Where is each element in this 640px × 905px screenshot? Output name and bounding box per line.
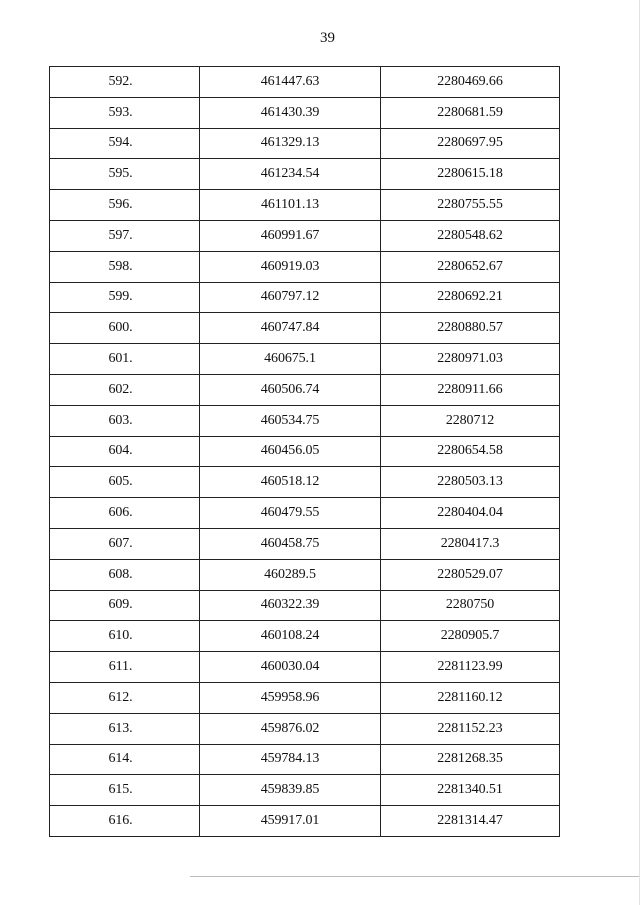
table-row	[50, 128, 560, 159]
row-number-cell: 603.	[50, 405, 200, 436]
row-number-cell: 598.	[50, 251, 200, 282]
row-number-cell: 614.	[50, 744, 200, 775]
y-coordinate-cell: 2281123.99	[381, 652, 560, 683]
row-number-cell: 594.	[50, 128, 200, 159]
x-coordinate-cell: 459917.01	[200, 806, 381, 837]
table-row	[50, 528, 560, 559]
row-number-cell: 607.	[50, 528, 200, 559]
coordinates-table-body	[50, 67, 560, 837]
y-coordinate-cell: 2280905.7	[381, 621, 560, 652]
bottom-rule	[190, 876, 640, 877]
x-coordinate-cell: 461430.39	[200, 97, 381, 128]
x-coordinate-cell: 460458.75	[200, 528, 381, 559]
table-row	[50, 806, 560, 837]
x-coordinate-cell: 461329.13	[200, 128, 381, 159]
table-row	[50, 190, 560, 221]
x-coordinate-cell: 460675.1	[200, 344, 381, 375]
row-number-cell: 616.	[50, 806, 200, 837]
y-coordinate-cell: 2280529.07	[381, 559, 560, 590]
table-row	[50, 220, 560, 251]
y-coordinate-cell: 2281340.51	[381, 775, 560, 806]
y-coordinate-cell: 2280503.13	[381, 467, 560, 498]
table-row	[50, 436, 560, 467]
y-coordinate-cell: 2280469.66	[381, 67, 560, 98]
table-row	[50, 713, 560, 744]
x-coordinate-cell: 459958.96	[200, 682, 381, 713]
row-number-cell: 602.	[50, 374, 200, 405]
y-coordinate-cell: 2281268.35	[381, 744, 560, 775]
table-row	[50, 159, 560, 190]
y-coordinate-cell: 2280615.18	[381, 159, 560, 190]
y-coordinate-cell: 2280692.21	[381, 282, 560, 313]
table-row	[50, 67, 560, 98]
row-number-cell: 596.	[50, 190, 200, 221]
y-coordinate-cell: 2280750	[381, 590, 560, 621]
y-coordinate-cell: 2280755.55	[381, 190, 560, 221]
y-coordinate-cell: 2280417.3	[381, 528, 560, 559]
x-coordinate-cell: 459784.13	[200, 744, 381, 775]
x-coordinate-cell: 461234.54	[200, 159, 381, 190]
table-row	[50, 344, 560, 375]
row-number-cell: 608.	[50, 559, 200, 590]
x-coordinate-cell: 459839.85	[200, 775, 381, 806]
row-number-cell: 609.	[50, 590, 200, 621]
x-coordinate-cell: 461101.13	[200, 190, 381, 221]
y-coordinate-cell: 2280697.95	[381, 128, 560, 159]
table-row	[50, 467, 560, 498]
y-coordinate-cell: 2280712	[381, 405, 560, 436]
y-coordinate-cell: 2281160.12	[381, 682, 560, 713]
table-row	[50, 498, 560, 529]
x-coordinate-cell: 460797.12	[200, 282, 381, 313]
table-row	[50, 775, 560, 806]
row-number-cell: 595.	[50, 159, 200, 190]
y-coordinate-cell: 2280971.03	[381, 344, 560, 375]
row-number-cell: 612.	[50, 682, 200, 713]
table-row	[50, 251, 560, 282]
y-coordinate-cell: 2280880.57	[381, 313, 560, 344]
row-number-cell: 593.	[50, 97, 200, 128]
table-row	[50, 405, 560, 436]
row-number-cell: 604.	[50, 436, 200, 467]
row-number-cell: 600.	[50, 313, 200, 344]
row-number-cell: 615.	[50, 775, 200, 806]
y-coordinate-cell: 2280681.59	[381, 97, 560, 128]
y-coordinate-cell: 2281314.47	[381, 806, 560, 837]
x-coordinate-cell: 460534.75	[200, 405, 381, 436]
row-number-cell: 592.	[50, 67, 200, 98]
table-row	[50, 282, 560, 313]
x-coordinate-cell: 460506.74	[200, 374, 381, 405]
x-coordinate-cell: 460456.05	[200, 436, 381, 467]
table-row	[50, 652, 560, 683]
page-number: 39	[320, 30, 335, 46]
x-coordinate-cell: 460919.03	[200, 251, 381, 282]
y-coordinate-cell: 2280911.66	[381, 374, 560, 405]
table-row	[50, 313, 560, 344]
x-coordinate-cell: 460479.55	[200, 498, 381, 529]
x-coordinate-cell: 460108.24	[200, 621, 381, 652]
row-number-cell: 613.	[50, 713, 200, 744]
x-coordinate-cell: 460322.39	[200, 590, 381, 621]
y-coordinate-cell: 2281152.23	[381, 713, 560, 744]
y-coordinate-cell: 2280404.04	[381, 498, 560, 529]
row-number-cell: 599.	[50, 282, 200, 313]
x-coordinate-cell: 460030.04	[200, 652, 381, 683]
table-row	[50, 559, 560, 590]
table-row	[50, 374, 560, 405]
row-number-cell: 610.	[50, 621, 200, 652]
row-number-cell: 597.	[50, 220, 200, 251]
coordinates-table	[49, 66, 560, 837]
x-coordinate-cell: 460518.12	[200, 467, 381, 498]
table-row	[50, 590, 560, 621]
x-coordinate-cell: 460991.67	[200, 220, 381, 251]
row-number-cell: 601.	[50, 344, 200, 375]
table-row	[50, 621, 560, 652]
x-coordinate-cell: 459876.02	[200, 713, 381, 744]
x-coordinate-cell: 460747.84	[200, 313, 381, 344]
y-coordinate-cell: 2280654.58	[381, 436, 560, 467]
row-number-cell: 611.	[50, 652, 200, 683]
y-coordinate-cell: 2280548.62	[381, 220, 560, 251]
table-row	[50, 97, 560, 128]
x-coordinate-cell: 460289.5	[200, 559, 381, 590]
row-number-cell: 605.	[50, 467, 200, 498]
x-coordinate-cell: 461447.63	[200, 67, 381, 98]
row-number-cell: 606.	[50, 498, 200, 529]
table-row	[50, 682, 560, 713]
y-coordinate-cell: 2280652.67	[381, 251, 560, 282]
table-row	[50, 744, 560, 775]
